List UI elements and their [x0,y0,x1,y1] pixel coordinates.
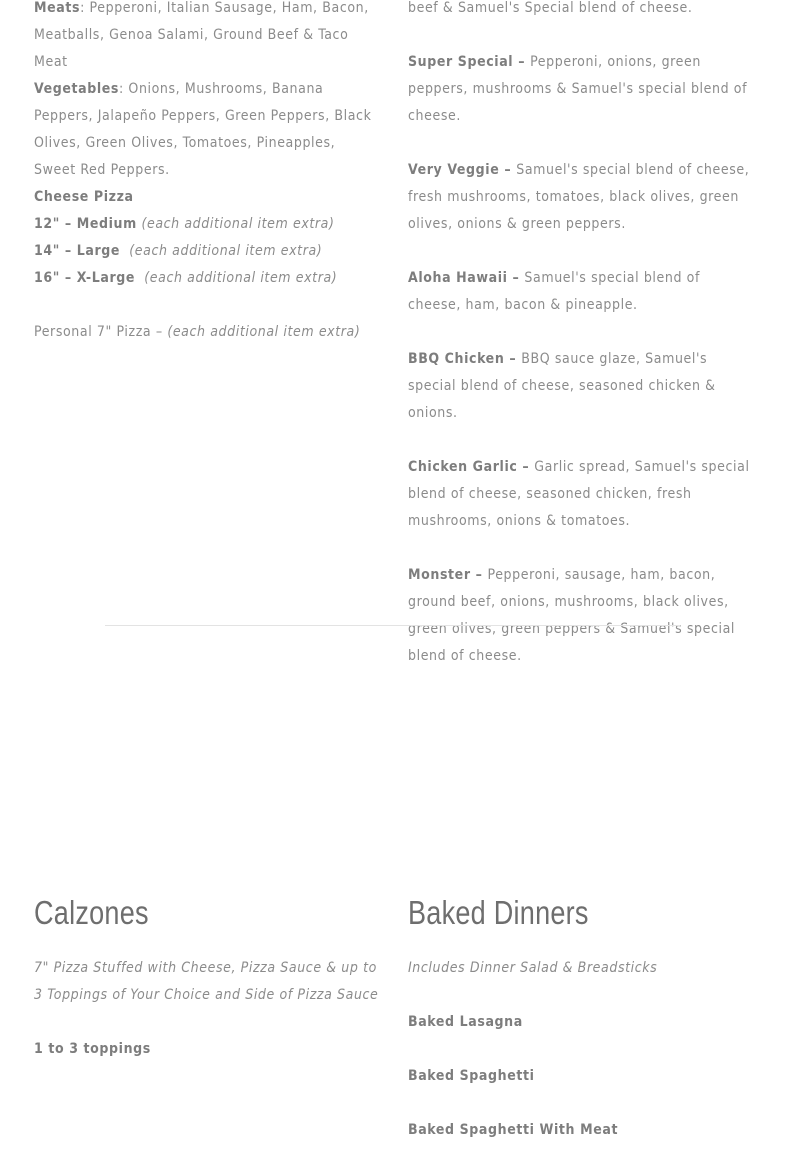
size-note: (each additional item extra) [141,216,335,232]
vegetables-line [34,76,379,184]
size-line [34,265,379,292]
size-line [34,211,379,238]
specialty-desc: BBQ sauce glaze, Samuel's special blend of cheese, seasoned chicken & onions. [408,351,716,421]
section-divider [105,625,680,626]
baked-dinners-section [408,955,753,1144]
baked-dinner-item: Baked Spaghetti [408,1068,535,1084]
specialty-name: Very Veggie – [408,162,517,178]
calzones-option: 1 to 3 toppings [34,1041,151,1057]
specialty-item [408,49,753,130]
specialty-item [408,265,753,319]
meats-label: Meats [34,0,81,16]
specialty-item [408,346,753,427]
specialty-pizzas-section [408,0,753,670]
toppings-section [34,0,379,346]
vegetables-label: Vegetables [34,81,119,97]
specialty-item [408,157,753,238]
size-label: 16" – X-Large [34,270,136,286]
personal-pizza-label: Personal 7" Pizza – [34,324,168,340]
personal-pizza-line [34,319,379,346]
specialty-desc: Samuel's special blend of cheese, ham, bacon & pineapple. [408,270,700,313]
specialty-desc: Samuel's special blend of cheese, fresh mushrooms, tomatoes, black olives, green olives, onions & green peppers. [408,162,750,232]
specialty-name: Chicken Garlic – [408,459,535,475]
calzones-section [34,955,379,1063]
size-note: (each additional item extra) [129,243,323,259]
size-note: (each additional item extra) [144,270,338,286]
specialty-name: Aloha Hawaii – [408,270,525,286]
cheese-pizza-heading: Cheese Pizza [34,189,134,205]
size-label: 14" – Large [34,243,121,259]
baked-dinner-item: Baked Lasagna [408,1014,523,1030]
specialty-desc: Pepperoni, onions, green peppers, mushrooms & Samuel's special blend of cheese. [408,54,748,124]
calzones-title: Calzones [34,894,149,931]
baked-dinners-title: Baked Dinners [408,894,589,931]
specialty-item [408,0,753,22]
specialty-desc: Pepperoni, sausage, ham, bacon, ground beef, onions, mushrooms, black olives, green olives, green peppers & Samuel's special blend of cheese. [408,567,736,664]
calzones-description: 7" Pizza Stuffed with Cheese, Pizza Sauce & up to 3 Toppings of Your Choice and Side of Pizza Sauce [34,960,379,1003]
specialty-name: BBQ Chicken – [408,351,522,367]
specialty-desc: beef & Samuel's Special blend of cheese. [408,0,693,16]
vegetables-text: : Onions, Mushrooms, Banana Peppers, Jalapeño Peppers, Green Peppers, Black Olives, Green Olives, Tomatoes, Pineapples, Sweet Red Peppers. [34,81,372,178]
meats-text: : Pepperoni, Italian Sausage, Ham, Bacon, Meatballs, Genoa Salami, Ground Beef & Taco Meat [34,0,369,70]
size-line [34,238,379,265]
specialty-name: Monster – [408,567,488,583]
size-label: 12" – Medium [34,216,137,232]
specialty-name: Super Special – [408,54,531,70]
baked-dinner-item: Baked Spaghetti With Meat [408,1122,619,1138]
baked-dinners-description: Includes Dinner Salad & Breadsticks [408,960,658,976]
specialty-item [408,454,753,535]
meats-line [34,0,379,76]
personal-pizza-note: (each additional item extra) [167,324,361,340]
specialty-desc: Garlic spread, Samuel's special blend of cheese, seasoned chicken, fresh mushrooms, onions & tomatoes. [408,459,750,529]
specialty-item [408,562,753,670]
